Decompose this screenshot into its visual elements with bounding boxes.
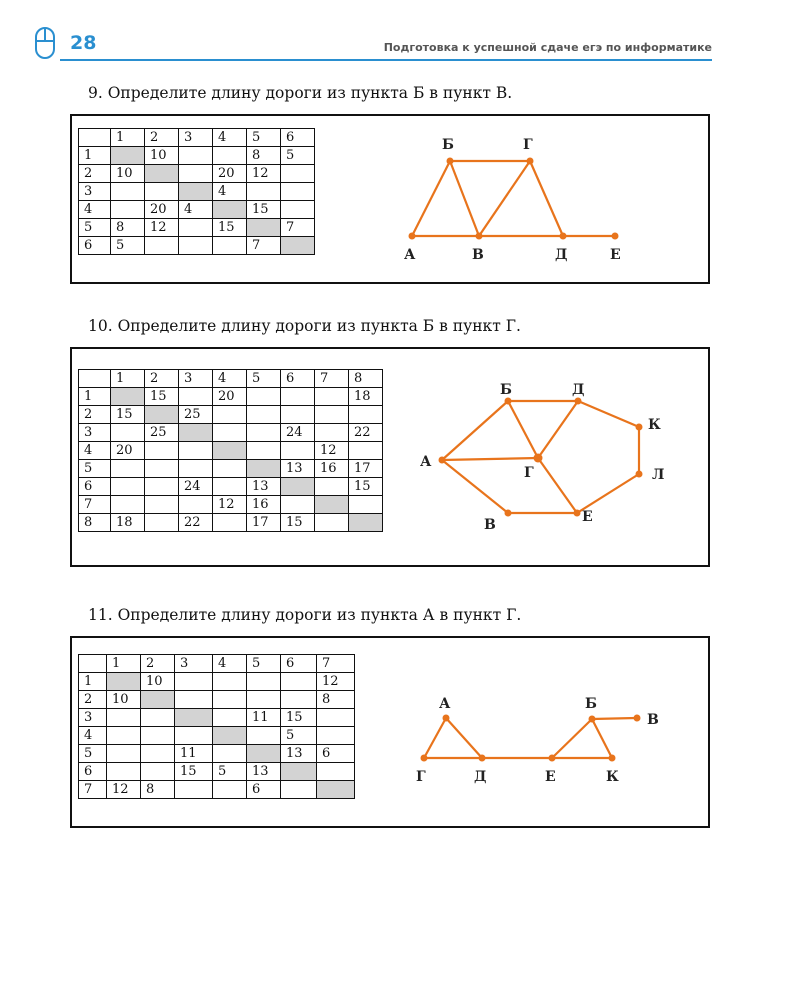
node-d [479,755,486,762]
table-cell: 6 [247,781,281,799]
node-v [476,233,483,240]
node-e [574,510,581,517]
node-e [549,755,556,762]
table-cell: 25 [179,406,213,424]
label-e: Е [610,247,621,263]
node-d [560,233,567,240]
table-cell: 16 [247,496,281,514]
task-11-box [70,636,710,828]
table-cell: 8 [317,691,355,709]
node-b [447,158,454,165]
table-header-cell: 4 [213,655,247,673]
label-e: Е [582,509,593,525]
task-9-graph [72,116,712,286]
label-v: В [484,517,496,533]
table-header-cell: 3 [179,370,213,388]
table-cell: 15 [281,514,315,532]
label-d: Д [555,247,568,263]
table-cell: 24 [281,424,315,442]
table-cell: 18 [111,514,145,532]
node-v [634,715,641,722]
task-10-graph [72,349,712,569]
task-10-box [70,347,710,567]
running-title: Подготовка к успешной сдаче егэ по информатике [383,41,712,54]
node-v [505,510,512,517]
table-header-cell: 5 [247,370,281,388]
table-header-cell: 3 [175,655,213,673]
table-cell: 5 [213,763,247,781]
row-header-cell: 3 [79,183,111,201]
table-cell: 5 [111,237,145,255]
label-v: В [647,712,659,728]
table-header-cell: 5 [247,655,281,673]
table-header-cell: 1 [107,655,141,673]
task-10-question: 10. Определите длину дороги из пункта Б в пункт Г. [88,317,521,335]
node-a [439,457,446,464]
task-9-box [70,114,710,284]
label-b: Б [442,137,454,153]
row-header-cell: 4 [79,442,111,460]
table-cell: 6 [317,745,355,763]
label-d: Д [474,769,487,785]
header-divider [60,59,712,61]
table-cell: 22 [349,424,383,442]
label-b: Б [585,696,597,712]
node-b [505,398,512,405]
node-a [443,715,450,722]
label-a: А [439,696,451,712]
label-v: В [472,247,484,263]
row-header-cell: 7 [79,496,111,514]
node-g [421,755,428,762]
table-header-cell: 2 [145,129,179,147]
row-header-cell: 3 [79,424,111,442]
task-11-question: 11. Определите длину дороги из пункта А в пункт Г. [88,606,522,624]
page-header [0,0,800,70]
table-header-cell: 3 [179,129,213,147]
row-header-cell: 5 [79,219,111,237]
row-header-cell: 6 [79,763,107,781]
node-l [636,471,643,478]
table-cell: 15 [281,709,317,727]
task-9-question: 9. Определите длину дороги из пункта Б в пункт В. [88,84,513,102]
table-cell: 20 [213,165,247,183]
table-header-cell: 2 [141,655,175,673]
table-cell: 4 [179,201,213,219]
table-cell: 17 [247,514,281,532]
row-header-cell: 7 [79,781,107,799]
label-k: К [606,769,619,785]
row-header-cell: 3 [79,709,107,727]
table-header-cell: 1 [111,129,145,147]
row-header-cell: 5 [79,745,107,763]
label-g: Г [524,465,534,481]
table-cell: 17 [349,460,383,478]
table-header-cell: 4 [213,129,247,147]
table-cell: 8 [141,781,175,799]
table-cell: 12 [145,219,179,237]
table-header-cell: 5 [247,129,281,147]
table-cell: 15 [145,388,179,406]
table-cell: 5 [281,727,317,745]
table-header-cell: 8 [349,370,383,388]
table-cell: 13 [247,478,281,496]
table-header-cell: 7 [317,655,355,673]
table-cell: 7 [281,219,315,237]
table-cell: 10 [107,691,141,709]
label-k: К [648,417,661,433]
node-d [575,398,582,405]
node-k [609,755,616,762]
label-d: Д [572,382,585,398]
node-g [534,454,543,463]
label-a: А [420,454,432,470]
row-header-cell: 2 [79,406,111,424]
table-cell: 20 [213,388,247,406]
task-11-graph [72,638,712,830]
row-header-cell: 6 [79,237,111,255]
label-g: Г [416,769,426,785]
table-cell: 13 [281,460,315,478]
label-l: Л [652,467,665,483]
row-header-cell: 4 [79,201,111,219]
table-cell: 11 [247,709,281,727]
table-header-cell: 1 [111,370,145,388]
table-cell: 18 [349,388,383,406]
table-cell: 12 [317,673,355,691]
table-cell: 12 [213,496,247,514]
row-header-cell: 1 [79,147,111,165]
table-cell: 25 [145,424,179,442]
label-b: Б [500,382,512,398]
row-header-cell: 1 [79,673,107,691]
row-header-cell: 2 [79,165,111,183]
mouse-icon [34,26,56,60]
row-header-cell: 1 [79,388,111,406]
table-cell: 12 [107,781,141,799]
table-cell: 15 [349,478,383,496]
table-cell: 5 [281,147,315,165]
table-header-cell: 4 [213,370,247,388]
table-cell: 12 [247,165,281,183]
table-cell: 12 [315,442,349,460]
row-header-cell: 5 [79,460,111,478]
table-cell: 4 [213,183,247,201]
table-cell: 20 [111,442,145,460]
table-cell: 15 [111,406,145,424]
table-header-cell: 6 [281,655,317,673]
label-a: А [404,247,416,263]
row-header-cell: 8 [79,514,111,532]
label-g: Г [523,137,533,153]
node-b [589,716,596,723]
node-k [636,424,643,431]
table-cell: 15 [175,763,213,781]
row-header-cell: 4 [79,727,107,745]
table-cell: 13 [281,745,317,763]
page-number: 28 [70,32,97,54]
row-header-cell: 2 [79,691,107,709]
table-cell: 16 [315,460,349,478]
table-header-cell: 2 [145,370,179,388]
node-e [612,233,619,240]
table-header-cell: 6 [281,129,315,147]
table-cell: 15 [213,219,247,237]
table-cell: 11 [175,745,213,763]
table-cell: 10 [141,673,175,691]
table-header-cell: 6 [281,370,315,388]
table-header-cell: 7 [315,370,349,388]
table-cell: 22 [179,514,213,532]
table-cell: 10 [145,147,179,165]
table-cell: 10 [111,165,145,183]
node-a [409,233,416,240]
label-e: Е [545,769,556,785]
table-cell: 8 [247,147,281,165]
table-cell: 15 [247,201,281,219]
node-g [527,158,534,165]
table-cell: 7 [247,237,281,255]
row-header-cell: 6 [79,478,111,496]
table-cell: 20 [145,201,179,219]
table-cell: 13 [247,763,281,781]
table-cell: 24 [179,478,213,496]
table-cell: 8 [111,219,145,237]
